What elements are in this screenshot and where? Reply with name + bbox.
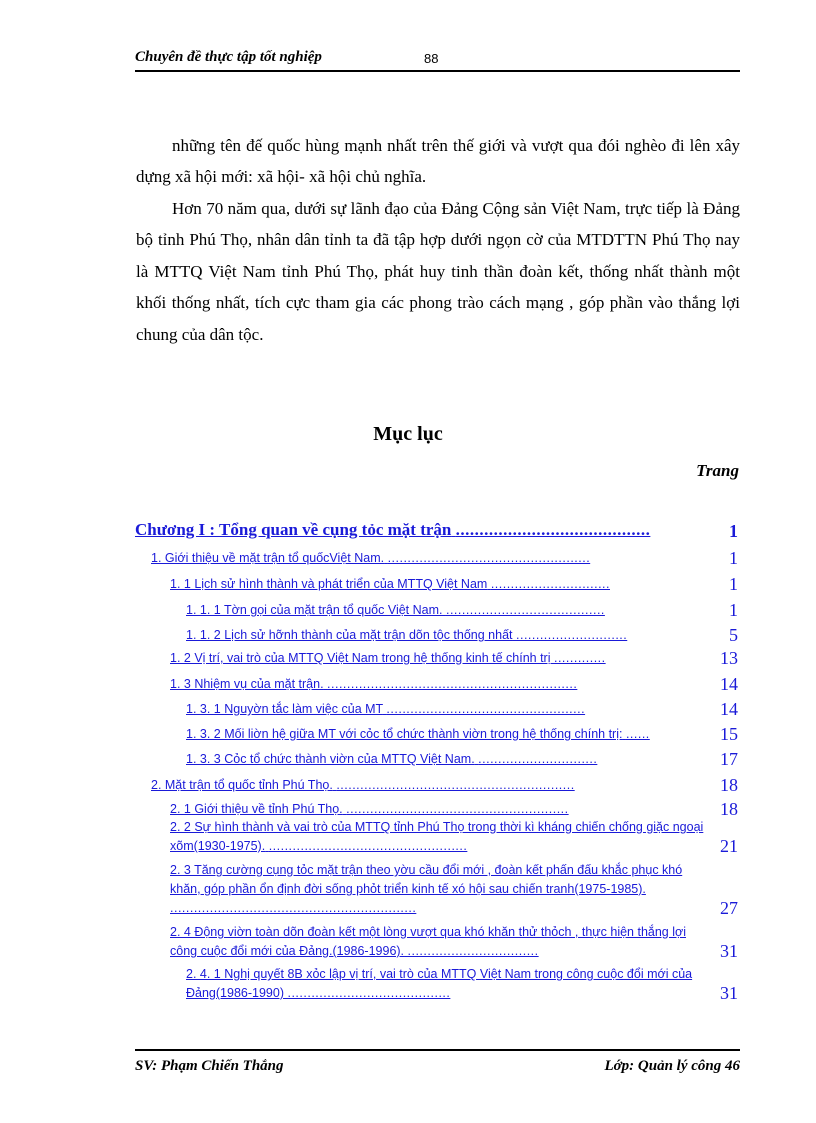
toc-leader-dots: .................................................. — [268, 839, 468, 853]
toc-entry-page: 27 — [720, 898, 738, 918]
toc-leader-dots: ...... — [625, 727, 650, 741]
toc-entry[interactable] — [170, 818, 740, 856]
toc-entry-page: 18 — [720, 775, 738, 795]
page-header — [135, 48, 740, 72]
toc-entry[interactable] — [186, 725, 740, 744]
toc-leader-dots: ............................................................... — [327, 677, 578, 691]
toc-leader-dots: .............................. — [478, 752, 598, 766]
toc-leader-dots: ......................................... — [287, 986, 451, 1000]
toc-leader-dots: ............................................................ — [336, 778, 575, 792]
toc-entry-text: 1. 1. 1 Tờn gọi của mặt trận tổ quốc Việt Nam. — [186, 603, 443, 617]
toc-entry[interactable] — [186, 750, 740, 769]
toc-entry-page: 1 — [729, 600, 738, 620]
toc-entry-text: 1. 3. 1 Nguyờn tắc làm việc của MT — [186, 702, 383, 716]
toc-entry-page: 1 — [729, 574, 738, 594]
toc-entry-text: 2. Mặt trận tổ quốc tỉnh Phú Thọ. — [151, 778, 333, 792]
toc-entry[interactable] — [170, 675, 740, 694]
toc-entry[interactable] — [186, 601, 740, 620]
toc-entry-page: 1 — [729, 548, 738, 568]
toc-leader-dots: ......................................... — [455, 520, 651, 539]
toc-entry[interactable] — [151, 776, 740, 795]
toc-entry-page: 18 — [720, 799, 738, 819]
toc-entry-text: 1. 2 Vị trí, vai trò của MTTQ Việt Nam trong hệ thống kinh tế chính trị — [170, 651, 551, 665]
toc-title: Mục lục — [373, 423, 443, 445]
toc-entry-chapter-1[interactable] — [135, 519, 740, 541]
toc-entry-page: 17 — [720, 749, 738, 769]
toc-entry[interactable] — [186, 965, 740, 1003]
toc-entry-text: 2. 1 Giới thiệu về tỉnh Phú Thọ. — [170, 802, 343, 816]
toc-entry-page: 14 — [720, 674, 738, 694]
toc-leader-dots: ........................................................ — [346, 802, 569, 816]
toc-entry-page: 5 — [729, 625, 738, 645]
toc-entry-text: Chương I : Tổng quan về cụng tỏc mặt trận — [135, 520, 452, 539]
toc-leader-dots: .............................................................. — [170, 901, 417, 915]
toc-entry[interactable] — [170, 923, 740, 961]
body-paragraph-1: những tên đế quốc hùng mạnh nhất trên thế giới và vượt qua đói nghèo đi lên xây dựng xã hội mới: xã hội- xã hội chủ nghĩa. — [136, 136, 740, 187]
toc-entry-page: 1 — [729, 521, 738, 541]
toc-entry[interactable] — [151, 549, 740, 568]
toc-entry[interactable] — [170, 861, 740, 918]
toc-entry-page: 15 — [720, 724, 738, 744]
toc-entry[interactable] — [186, 700, 740, 719]
toc-entry-page: 31 — [720, 983, 738, 1003]
toc-entry-text: 2. 4 Động viờn toàn dõn đoàn kết một lòng vượt qua khó khăn thử thỏch , thực hiện thắng lợi công cuộc đổi mới của Đảng.(1986-1996). — [170, 925, 686, 958]
toc-entry-text: 1. Giới thiệu về mặt trận tổ quốcViệt Nam. — [151, 551, 385, 565]
toc-entry-page: 13 — [720, 648, 738, 668]
toc-entry-page: 21 — [720, 836, 738, 856]
toc-leader-dots: ................................. — [407, 944, 539, 958]
body-paragraph-2: Hơn 70 năm qua, dưới sự lãnh đạo của Đảng Cộng sản Việt Nam, trực tiếp là Đảng bộ tỉnh Phú Thọ, nhân dân tỉnh ta đã tập hợp dưới ngọn cờ của MTDTTN Phú Thọ nay là MTTQ Việt Nam tỉnh Phú Thọ, phát huy tinh thần đoàn kết, thống nhất thành một khối thống nhất, tích cực tham gia các phong trào cách mạng , góp phần vào thắng lợi chung của dân tộc. — [136, 199, 740, 344]
page-footer — [135, 1049, 740, 1074]
toc-leader-dots: ............................ — [516, 628, 628, 642]
toc-entry[interactable] — [170, 800, 740, 819]
toc-leader-dots: ................................................... — [387, 551, 591, 565]
toc-leader-dots: .............................. — [490, 577, 610, 591]
toc-leader-dots: .................................................. — [386, 702, 586, 716]
toc-entry-text: 1. 1 Lịch sử hình thành và phát triển của MTTQ Việt Nam — [170, 577, 488, 591]
toc-entry-text: 1. 3. 2 Mối liờn hệ giữa MT với cỏc tổ chức thành viờn trong hệ thống chính trị: — [186, 727, 623, 741]
toc-entry-text: 1. 3. 3 Cỏc tổ chức thành viờn của MTTQ Việt Nam. — [186, 752, 475, 766]
toc-entry-text: 2. 4. 1 Nghị quyết 8B xỏc lập vị trí, vai trò của MTTQ Việt Nam trong công cuộc đổi mới của Đảng(1986-1990) — [186, 967, 693, 1000]
toc-entry[interactable] — [170, 575, 740, 594]
toc-leader-dots: ............. — [553, 651, 606, 665]
toc-entry-text: 1. 1. 2 Lịch sử hỡnh thành của mặt trận dõn tộc thống nhất — [186, 628, 513, 642]
footer-class: Lớp: Quản lý công 46 — [604, 1058, 740, 1074]
toc-entry-text: 1. 3 Nhiệm vụ của mặt trận. — [170, 677, 324, 691]
toc-entry-text: 2. 3 Tăng cường cụng tỏc mặt trận theo yờu cầu đổi mới , đoàn kết phấn đấu khắc phục khó khăn, góp phần ổn định đời sống phỏt triển kinh tế xó hội sau chiến tranh(1975-1985). — [170, 863, 683, 896]
header-title: Chuyên đề thực tập tốt nghiệp — [135, 49, 322, 65]
toc-entry-text: 2. 2 Sự hình thành và vai trò của MTTQ tỉnh Phú Thọ trong thời kì kháng chiến chống giặc ngoại xõm(1930-1975). — [170, 820, 704, 853]
toc-entry[interactable] — [186, 626, 740, 645]
toc-leader-dots: ........................................ — [445, 603, 605, 617]
toc-entry-page: 14 — [720, 699, 738, 719]
toc-page-column-label: Trang — [696, 461, 739, 480]
footer-student: SV: Phạm Chiến Thắng — [135, 1058, 284, 1074]
header-page-number: 88 — [424, 51, 439, 66]
toc-entry-page: 31 — [720, 941, 738, 961]
toc-entry[interactable] — [170, 649, 740, 668]
